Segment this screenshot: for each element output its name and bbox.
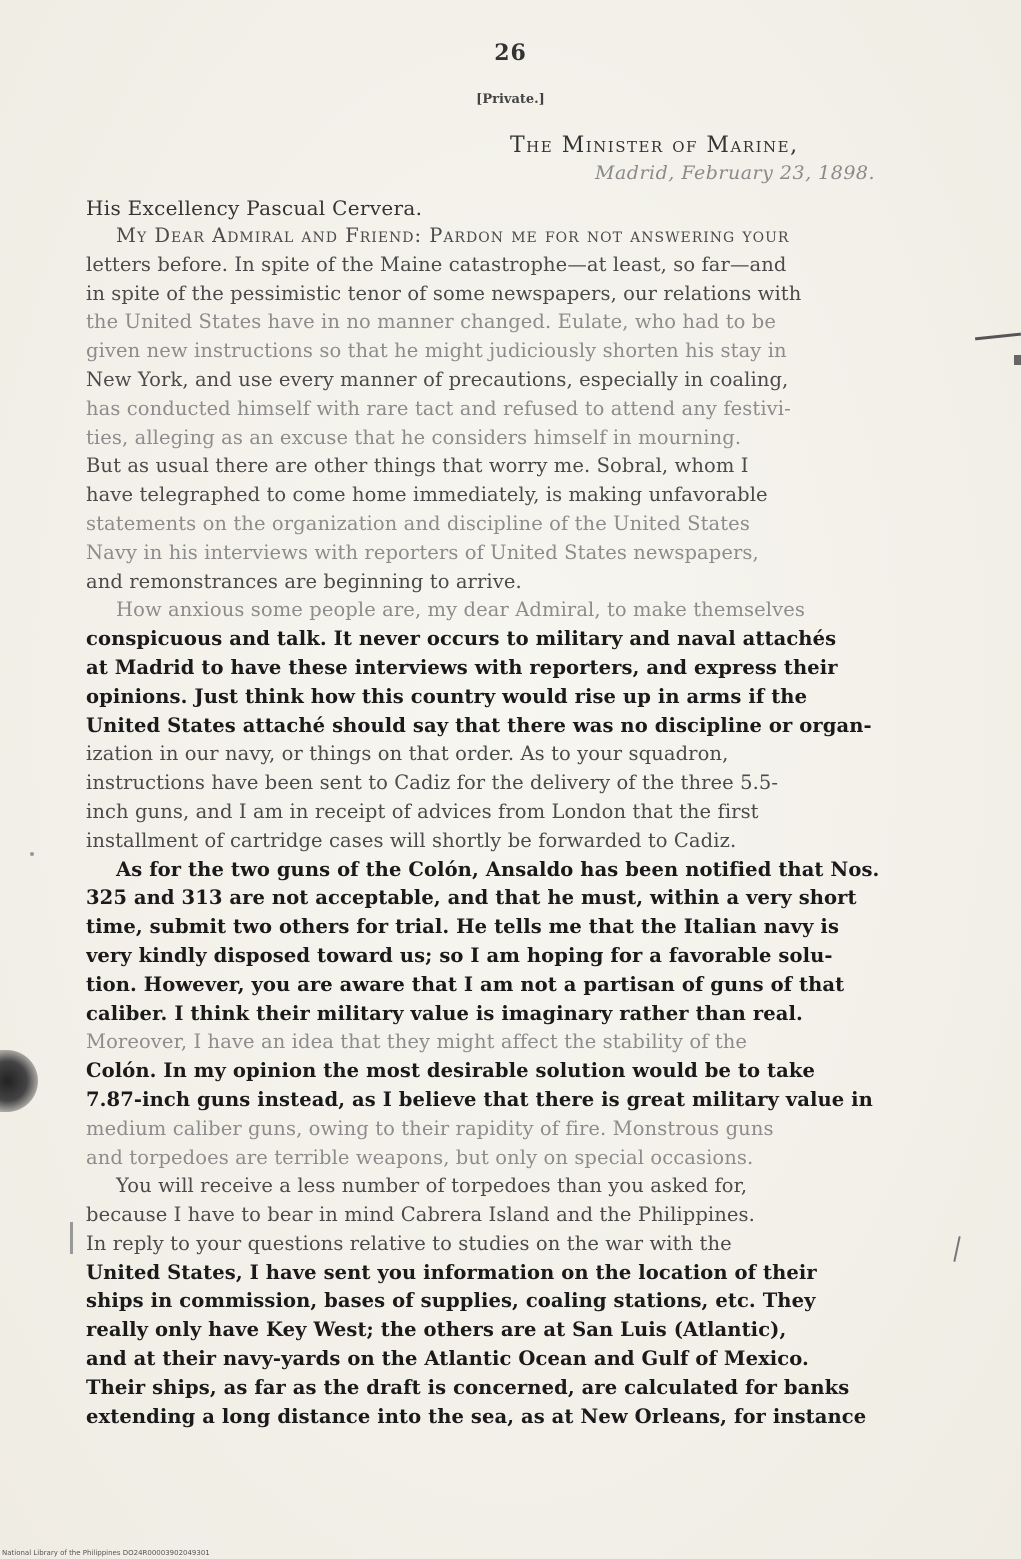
- text-line: As for the two guns of the Colón, Ansaldo has been notified that Nos.: [116, 857, 880, 881]
- private-note: [Private.]: [476, 92, 545, 107]
- text-line: instructions have been sent to Cadiz for the delivery of the three 5.5-: [86, 771, 779, 795]
- text-line: How anxious some people are, my dear Admiral, to make themselves: [116, 598, 806, 622]
- margin-pencil-mark: [953, 1236, 960, 1262]
- sender-heading: The Minister of Marine,: [510, 133, 799, 158]
- text-line: inch guns, and I am in receipt of advices from London that the first: [86, 799, 759, 823]
- page-number: 26: [494, 40, 527, 66]
- addressee: His Excellency Pascual Cervera.: [86, 196, 423, 220]
- text-line: You will receive a less number of torpedoes than you asked for,: [116, 1174, 748, 1198]
- text-line: Navy in his interviews with reporters of United States newspapers,: [86, 540, 759, 564]
- text-line: opinions. Just think how this country would rise up in arms if the: [86, 684, 808, 708]
- margin-pencil-mark: [975, 333, 1021, 341]
- text-line: ships in commission, bases of supplies, coaling stations, etc. They: [86, 1289, 816, 1313]
- text-line: 7.87-inch guns instead, as I believe that there is great military value in: [86, 1087, 873, 1111]
- text-line: at Madrid to have these interviews with reporters, and express their: [86, 655, 838, 679]
- text-line: tion. However, you are aware that I am not a partisan of guns of that: [86, 972, 845, 996]
- text-line: installment of cartridge cases will shortly be forwarded to Cadiz.: [86, 828, 737, 852]
- margin-pencil-mark: [1014, 355, 1021, 365]
- dateline: Madrid, February 23, 1898.: [595, 162, 876, 184]
- text-line: But as usual there are other things that worry me. Sobral, whom I: [86, 454, 749, 478]
- text-line: extending a long distance into the sea, as at New Orleans, for instance: [86, 1404, 867, 1428]
- text-line: letters before. In spite of the Maine catastrophe—at least, so far—and: [86, 252, 787, 276]
- text-line: and remonstrances are beginning to arrive.: [86, 569, 522, 593]
- margin-ink-blot: [0, 1050, 38, 1112]
- text-line: given new instructions so that he might judiciously shorten his stay in: [86, 339, 787, 363]
- text-line: have telegraphed to come home immediately, is making unfavorable: [86, 483, 768, 507]
- text-line: United States, I have sent you information on the location of their: [86, 1260, 817, 1284]
- letter-body: [86, 222, 954, 1431]
- text-line: Colón. In my opinion the most desirable solution would be to take: [86, 1059, 815, 1083]
- text-line: and torpedoes are terrible weapons, but only on special occasions.: [86, 1145, 754, 1169]
- text-line: New York, and use every manner of precautions, especially in coaling,: [86, 367, 789, 391]
- margin-speck: [30, 852, 34, 856]
- scan-credit: National Library of the Philippines DO24R00003902049301: [2, 1549, 210, 1557]
- text-line: My Dear Admiral and Friend: Pardon me for not answering your: [116, 224, 790, 247]
- text-line: time, submit two others for trial. He tells me that the Italian navy is: [86, 915, 840, 939]
- text-line: Their ships, as far as the draft is concerned, are calculated for banks: [86, 1375, 850, 1399]
- text-line: has conducted himself with rare tact and refused to attend any festivi-: [86, 396, 791, 420]
- text-line: in spite of the pessimistic tenor of some newspapers, our relations with: [86, 281, 802, 305]
- text-line: ization in our navy, or things on that order. As to your squadron,: [86, 742, 729, 766]
- text-line: 325 and 313 are not acceptable, and that he must, within a very short: [86, 886, 857, 910]
- text-line: Moreover, I have an idea that they might affect the stability of the: [86, 1030, 748, 1054]
- text-line: In reply to your questions relative to studies on the war with the: [86, 1231, 732, 1255]
- text-line: because I have to bear in mind Cabrera Island and the Philippines.: [86, 1203, 755, 1227]
- text-line: conspicuous and talk. It never occurs to military and naval attachés: [86, 627, 837, 651]
- text-line: the United States have in no manner changed. Eulate, who had to be: [86, 310, 776, 334]
- text-line: United States attaché should say that there was no discipline or organ-: [86, 713, 872, 737]
- margin-pencil-mark: [70, 1222, 73, 1254]
- text-line: very kindly disposed toward us; so I am hoping for a favorable solu-: [86, 943, 833, 967]
- text-line: ties, alleging as an excuse that he considers himself in mourning.: [86, 425, 742, 449]
- text-line: medium caliber guns, owing to their rapidity of fire. Monstrous guns: [86, 1116, 774, 1140]
- text-line: statements on the organization and discipline of the United States: [86, 511, 750, 535]
- text-line: caliber. I think their military value is imaginary rather than real.: [86, 1001, 803, 1025]
- text-line: and at their navy-yards on the Atlantic Ocean and Gulf of Mexico.: [86, 1347, 809, 1371]
- text-line: really only have Key West; the others are at San Luis (Atlantic),: [86, 1318, 787, 1342]
